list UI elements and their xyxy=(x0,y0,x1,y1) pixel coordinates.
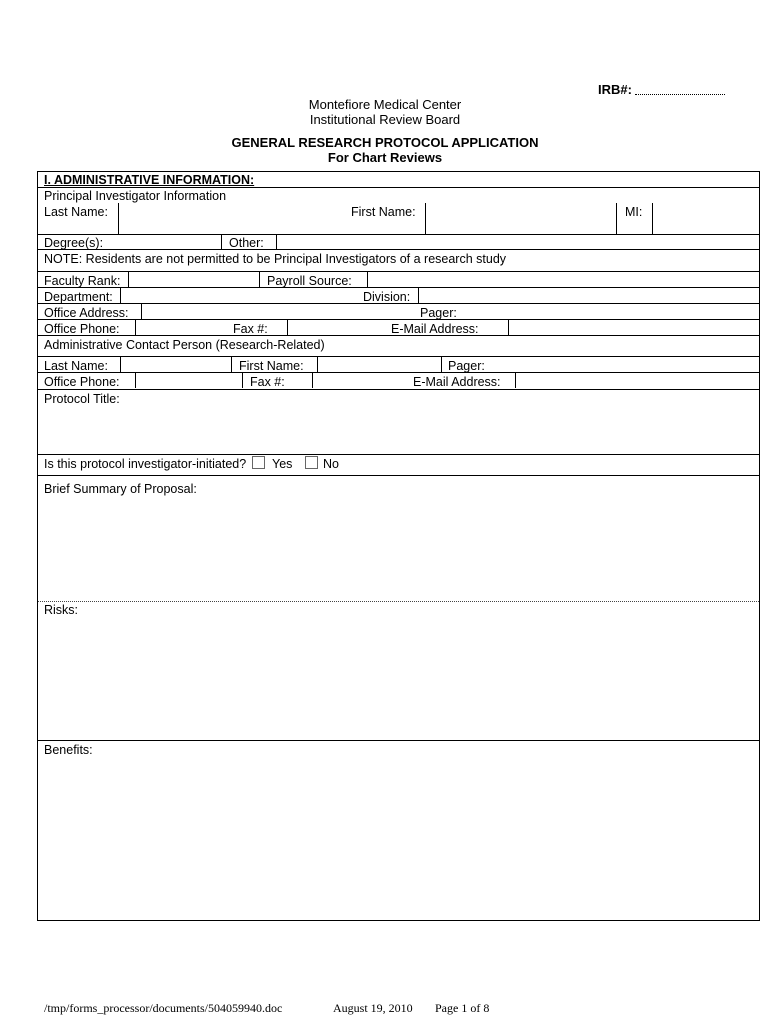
contact-first-name-label: First Name: xyxy=(239,359,304,373)
degrees-label: Degree(s): xyxy=(44,236,104,250)
footer-file-path: /tmp/forms_processor/documents/504059940.doc xyxy=(44,1001,283,1015)
institution-name: Montefiore Medical Center xyxy=(308,97,462,112)
fax-label: Fax #: xyxy=(233,322,268,336)
fax-input[interactable] xyxy=(288,320,383,335)
office-phone-label: Office Phone: xyxy=(44,322,120,336)
pi-mi-label: MI: xyxy=(625,205,643,219)
pi-last-name-input[interactable] xyxy=(118,203,344,233)
contact-last-name-label: Last Name: xyxy=(44,359,108,373)
division-label: Division: xyxy=(363,290,411,304)
office-address-label: Office Address: xyxy=(44,306,129,320)
contact-pager-input[interactable] xyxy=(498,357,759,372)
risks-input[interactable] xyxy=(38,619,759,739)
brief-summary-input[interactable] xyxy=(38,498,759,598)
division-input[interactable] xyxy=(419,288,759,303)
payroll-source-label: Payroll Source: xyxy=(267,274,352,288)
no-checkbox[interactable] xyxy=(305,456,318,469)
protocol-title-input[interactable] xyxy=(38,407,759,453)
pi-first-name-input[interactable] xyxy=(426,203,616,233)
irb-number-field[interactable] xyxy=(635,94,725,95)
pager-label: Pager: xyxy=(420,306,457,320)
faculty-rank-input[interactable] xyxy=(129,272,259,287)
footer-page-number: Page 1 of 8 xyxy=(435,1001,490,1015)
pager-input[interactable] xyxy=(468,304,759,319)
footer-date: August 19, 2010 xyxy=(333,1001,413,1015)
contact-office-phone-label: Office Phone: xyxy=(44,375,120,389)
protocol-title-label: Protocol Title: xyxy=(44,392,120,406)
contact-office-phone-input[interactable] xyxy=(136,373,241,388)
email-input[interactable] xyxy=(509,320,759,335)
contact-last-name-input[interactable] xyxy=(121,357,231,372)
investigator-initiated-question: Is this protocol investigator-initiated? xyxy=(44,457,247,471)
contact-email-label: E-Mail Address: xyxy=(413,375,501,389)
other-label: Other: xyxy=(229,236,264,250)
yes-checkbox[interactable] xyxy=(252,456,265,469)
brief-summary-label: Brief Summary of Proposal: xyxy=(44,482,197,496)
divider xyxy=(38,187,759,188)
yes-label: Yes xyxy=(272,457,293,471)
form-title: GENERAL RESEARCH PROTOCOL APPLICATION xyxy=(231,135,539,150)
pi-first-name-label: First Name: xyxy=(351,205,416,219)
residents-note: NOTE: Residents are not permitted to be Principal Investigators of a research study xyxy=(44,252,507,266)
administrative-information-form xyxy=(37,171,760,921)
email-label: E-Mail Address: xyxy=(391,322,479,336)
office-phone-input[interactable] xyxy=(136,320,224,335)
office-address-input[interactable] xyxy=(142,304,412,319)
contact-fax-input[interactable] xyxy=(313,373,408,388)
form-subtitle: For Chart Reviews xyxy=(327,150,443,165)
board-name: Institutional Review Board xyxy=(309,112,461,127)
faculty-rank-label: Faculty Rank: xyxy=(44,274,121,288)
irb-number-label: IRB#: xyxy=(598,82,632,97)
payroll-source-input[interactable] xyxy=(368,272,759,287)
pi-last-name-label: Last Name: xyxy=(44,205,108,219)
contact-first-name-input[interactable] xyxy=(318,357,441,372)
contact-fax-label: Fax #: xyxy=(250,375,285,389)
risks-label: Risks: xyxy=(44,603,79,617)
pi-mi-input[interactable] xyxy=(653,203,759,233)
other-degree-input[interactable] xyxy=(277,234,759,249)
contact-pager-label: Pager: xyxy=(448,359,485,373)
admin-contact-label: Administrative Contact Person (Research-Related) xyxy=(44,338,325,352)
degrees-input[interactable] xyxy=(133,234,220,249)
section-heading: I. ADMINISTRATIVE INFORMATION: xyxy=(44,173,255,187)
department-input[interactable] xyxy=(121,288,356,303)
no-label: No xyxy=(323,457,339,471)
department-label: Department: xyxy=(44,290,113,304)
benefits-input[interactable] xyxy=(38,760,759,918)
benefits-label: Benefits: xyxy=(44,743,93,757)
pi-info-label: Principal Investigator Information xyxy=(44,189,227,203)
contact-email-input[interactable] xyxy=(516,373,759,388)
